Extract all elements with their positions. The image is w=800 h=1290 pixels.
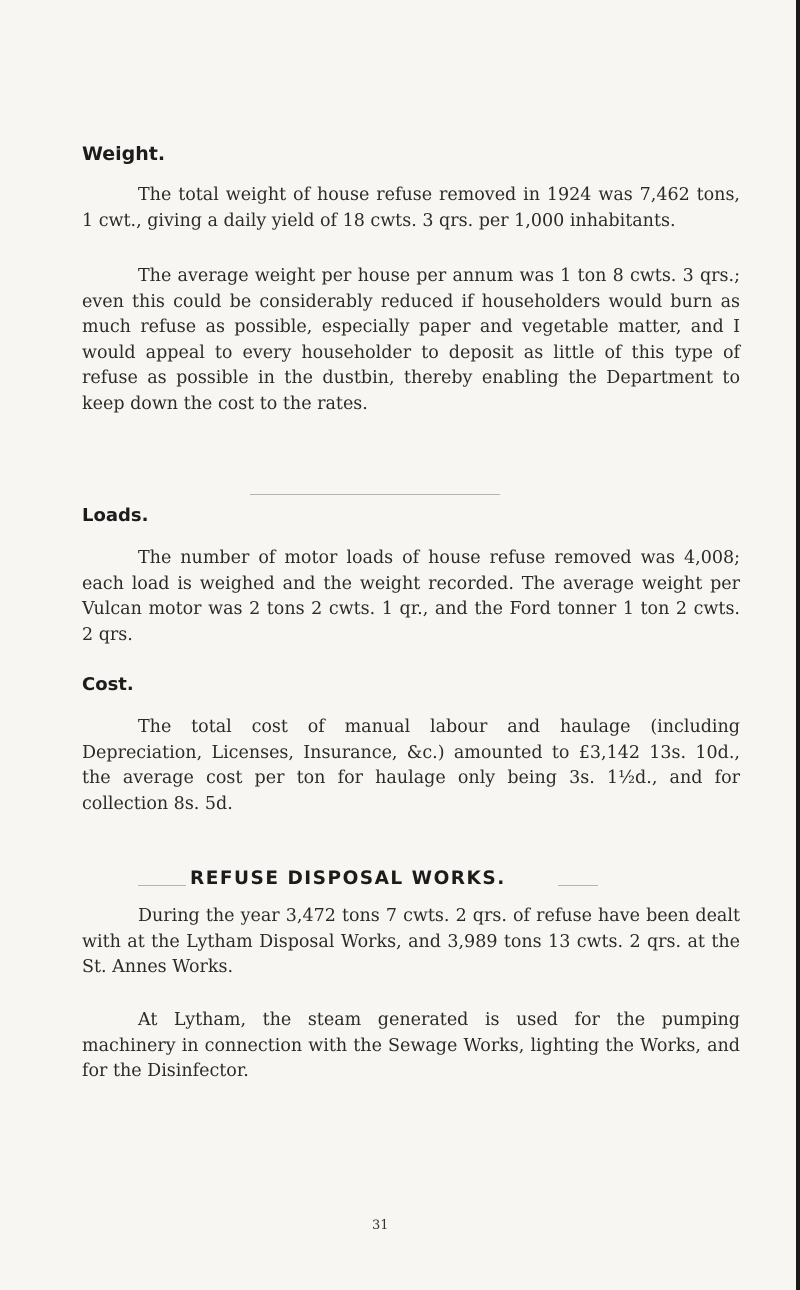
cost-heading: Cost. <box>82 674 134 695</box>
loads-heading: Loads. <box>82 505 149 526</box>
loads-paragraph-1: The number of motor loads of house refuse removed was 4,008; each load is weighed and the weight recorded. The average weight per Vulcan motor was 2 tons 2 cwts. 1 qr., and the Ford tonner 1 ton 2 cwts. 2 qrs. <box>82 548 740 645</box>
section-divider <box>250 494 500 495</box>
disposal-paragraph-1: During the year 3,472 tons 7 cwts. 2 qrs. of refuse have been dealt with at the Lytham Disposal Works, and 3,989 tons 13 cwts. 2 qrs. at the St. Annes Works. <box>82 906 740 977</box>
page-edge <box>796 0 800 1290</box>
weight-paragraph-1: The total weight of house refuse removed in 1924 was 7,462 tons, 1 cwt., giving a daily yield of 18 cwts. 3 qrs. per 1,000 inhabitants. <box>82 185 740 231</box>
weight-heading: Weight. <box>82 143 166 165</box>
cost-paragraph-1: The total cost of manual labour and haulage (including Depreciation, Licenses, Insurance, &c.) amounted to £3,142 13s. 10d., the average cost per ton for haulage only being 3s. 1½d., and for collection 8s. 5d. <box>82 717 740 814</box>
disposal-works-heading: REFUSE DISPOSAL WORKS. <box>190 868 506 889</box>
disposal-paragraph-2: At Lytham, the steam generated is used for the pumping machinery in connection with the Sewage Works, lighting the Works, and for the Disinfector. <box>82 1010 740 1081</box>
heading-rule-left <box>138 885 186 886</box>
weight-paragraph-2: The average weight per house per annum was 1 ton 8 cwts. 3 qrs.; even this could be considerably reduced if householders would burn as much refuse as possible, especially paper and vegetable matter, and I would appeal to every householder to deposit as little of this type of refuse as possible in the dustbin, thereby enabling the Department to keep down the cost to the rates. <box>82 266 740 414</box>
heading-rule-right <box>558 885 598 886</box>
page-number: 31 <box>372 1218 389 1233</box>
